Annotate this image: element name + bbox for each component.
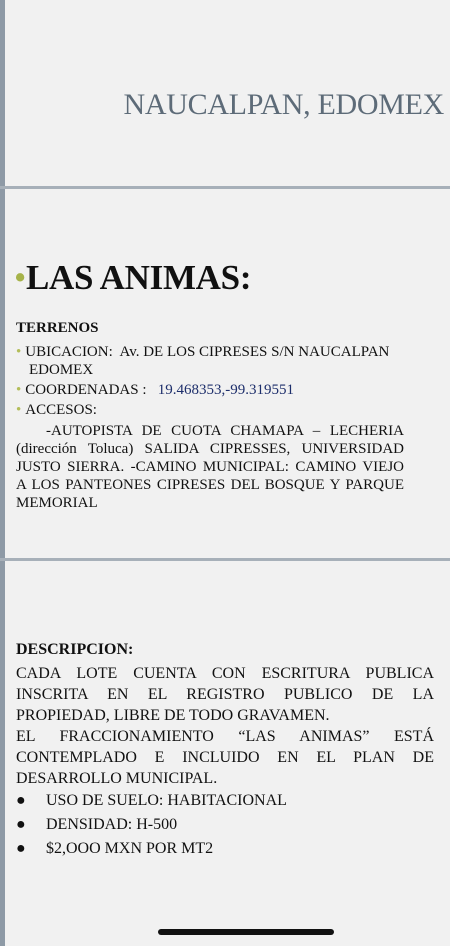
list-item-ubicacion [16,343,389,379]
coordinates-value: 19.468353,-99.319551 [157,382,295,398]
description-paragraph: CADA LOTE CUENTA CON ESCRITURA PUBLICA INSCRITA EN EL REGISTRO PUBLICO DE LA PROPIEDAD, LIBRE DE TODO GRAVAMEN. [16,665,434,724]
bullet-icon: • [16,344,22,360]
list-item-text: USO DE SUELO: HABITACIONAL [46,792,287,809]
bullet-icon: ● [16,816,26,833]
slide-divider [0,186,450,189]
accesos-text: -AUTOPISTA DE CUOTA CHAMAPA – LECHERIA (dirección Toluca) SALIDA CIPRESSES, UNIVERSIDAD JUSTO SIERRA. -CAMINO MUNICIPAL: CAMINO VIEJO A LOS PANTEONES CIPRESES DEL BOSQUE Y PARQUE MEMORIAL [16,423,404,511]
bullet-icon: • [16,382,22,398]
item-label: ACCESOS: [25,402,97,418]
item-value-cont: EDOMEX [29,362,94,378]
item-label: UBICACION: [25,344,113,360]
left-edge-bar [0,0,5,946]
heading-text: LAS ANIMAS: [25,258,252,297]
item-value: Av. DE LOS CIPRESES S/N NAUCALPAN [119,344,390,360]
slide-divider [0,558,450,561]
bullet-icon: ● [16,792,26,809]
slide-title: NAUCALPAN, EDOMEX [123,88,444,121]
section-heading: DESCRIPCION: [16,641,134,658]
list-item [16,839,213,859]
home-indicator[interactable] [158,929,334,935]
subheading: TERRENOS [16,320,99,336]
list-item-text: $2,OOO MXN POR MT2 [46,840,214,857]
item-label: COORDENADAS : [25,382,147,398]
section-heading [14,258,251,298]
bullet-dot-icon: • [14,258,26,297]
bullet-icon: ● [16,840,26,857]
description-paragraph: EL FRACCIONAMIENTO “LAS ANIMAS” ESTÁ CONTEMPLADO E INCLUIDO EN EL PLAN DE DESARROLLO MUNICIPAL. [16,728,434,787]
bullet-icon: • [16,402,22,418]
list-item [16,815,177,835]
list-item-accesos [16,401,97,419]
list-item-coordenadas [16,381,294,399]
list-item-text: DENSIDAD: H-500 [46,816,178,833]
list-item [16,791,287,811]
